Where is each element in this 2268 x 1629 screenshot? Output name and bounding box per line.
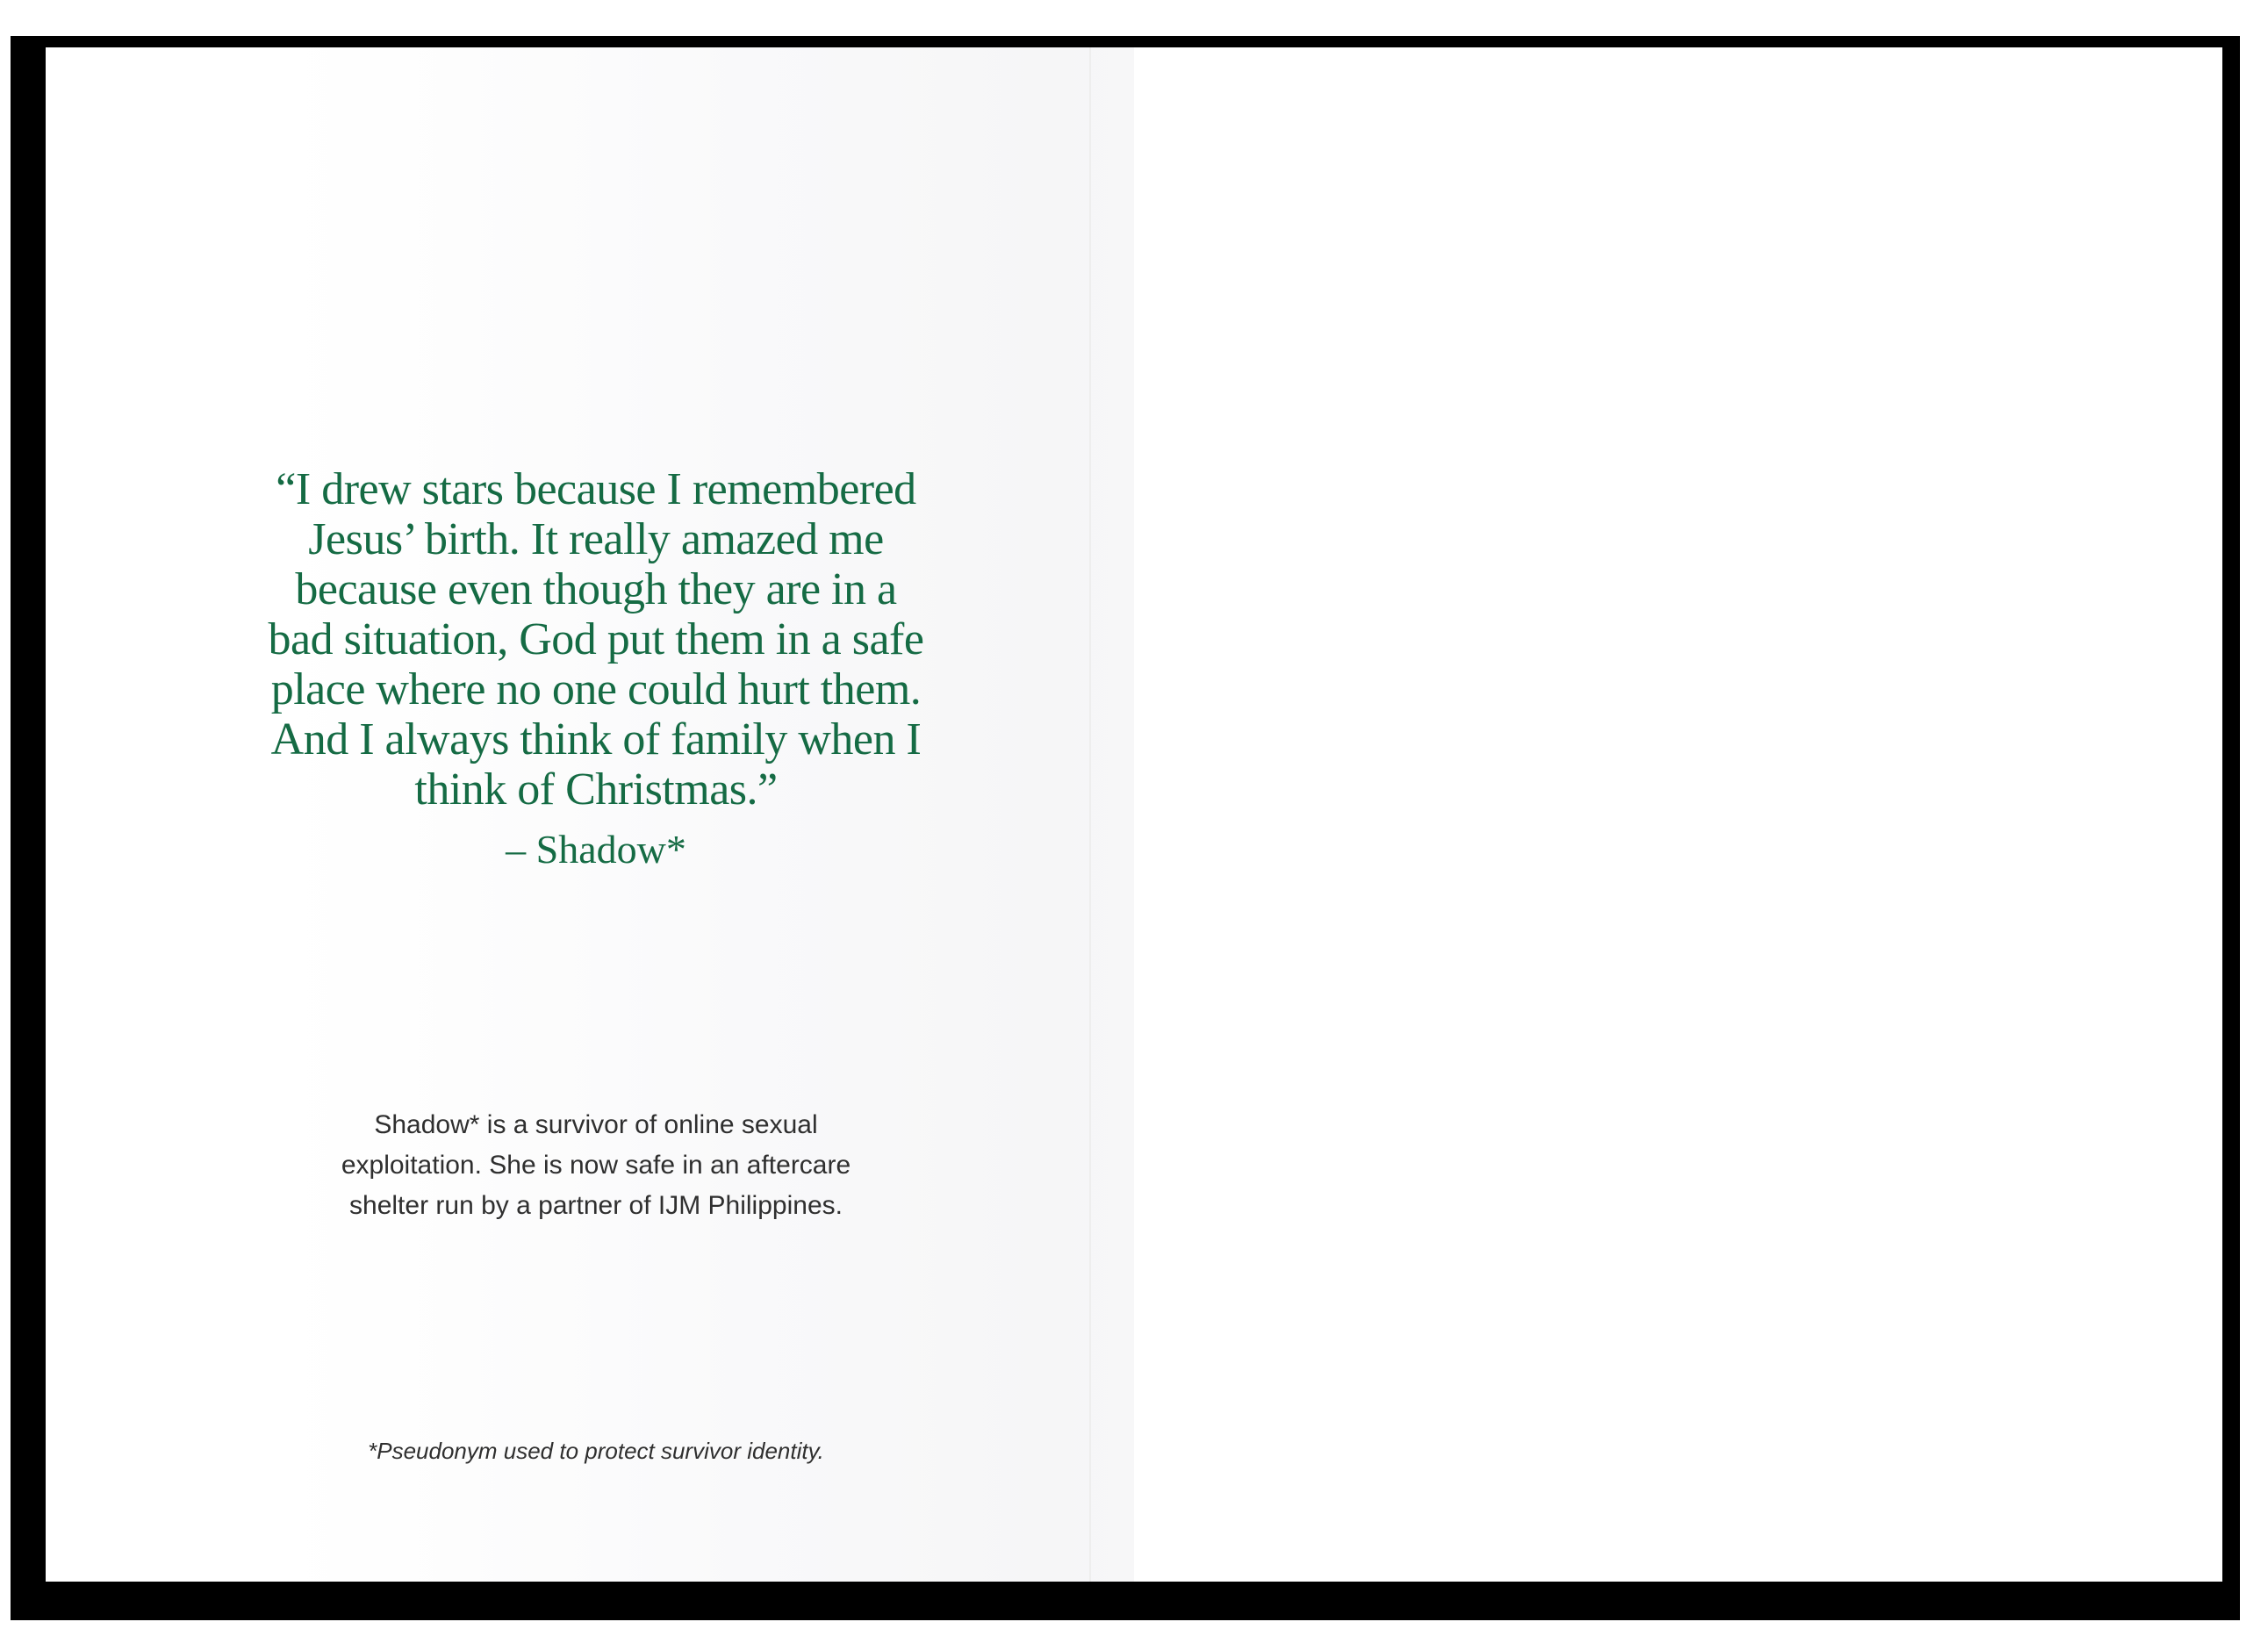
quote-line-2: Jesus’ birth. It really amazed me (308, 514, 884, 564)
caption-line-1: Shadow* is a survivor of online sexual (374, 1110, 818, 1139)
quote-line-6: And I always think of family when I (270, 714, 922, 764)
survivor-caption (52, 1105, 1140, 1226)
card-left-page (46, 47, 1134, 1582)
quote-line-3: because even though they are in a (295, 564, 897, 614)
caption-line-3: shelter run by a partner of IJM Philippines. (349, 1191, 843, 1220)
caption-line-2: exploitation. She is now safe in an aftercare (341, 1151, 851, 1180)
card-right-page (1134, 47, 2222, 1582)
fold-shadow-line (1089, 47, 1091, 1582)
quote-line-4: bad situation, God put them in a safe (268, 614, 924, 664)
quote-line-1: “I drew stars because I remembered (276, 464, 916, 514)
quote-line-7: think of Christmas.” (414, 764, 778, 814)
survivor-quote (52, 464, 1140, 814)
card-spread (46, 47, 2222, 1582)
black-frame (11, 36, 2240, 1620)
pseudonym-footnote: *Pseudonym used to protect survivor identity. (368, 1438, 824, 1464)
quote-line-5: place where no one could hurt them. (270, 664, 922, 714)
quote-attribution: – Shadow* (506, 827, 686, 872)
